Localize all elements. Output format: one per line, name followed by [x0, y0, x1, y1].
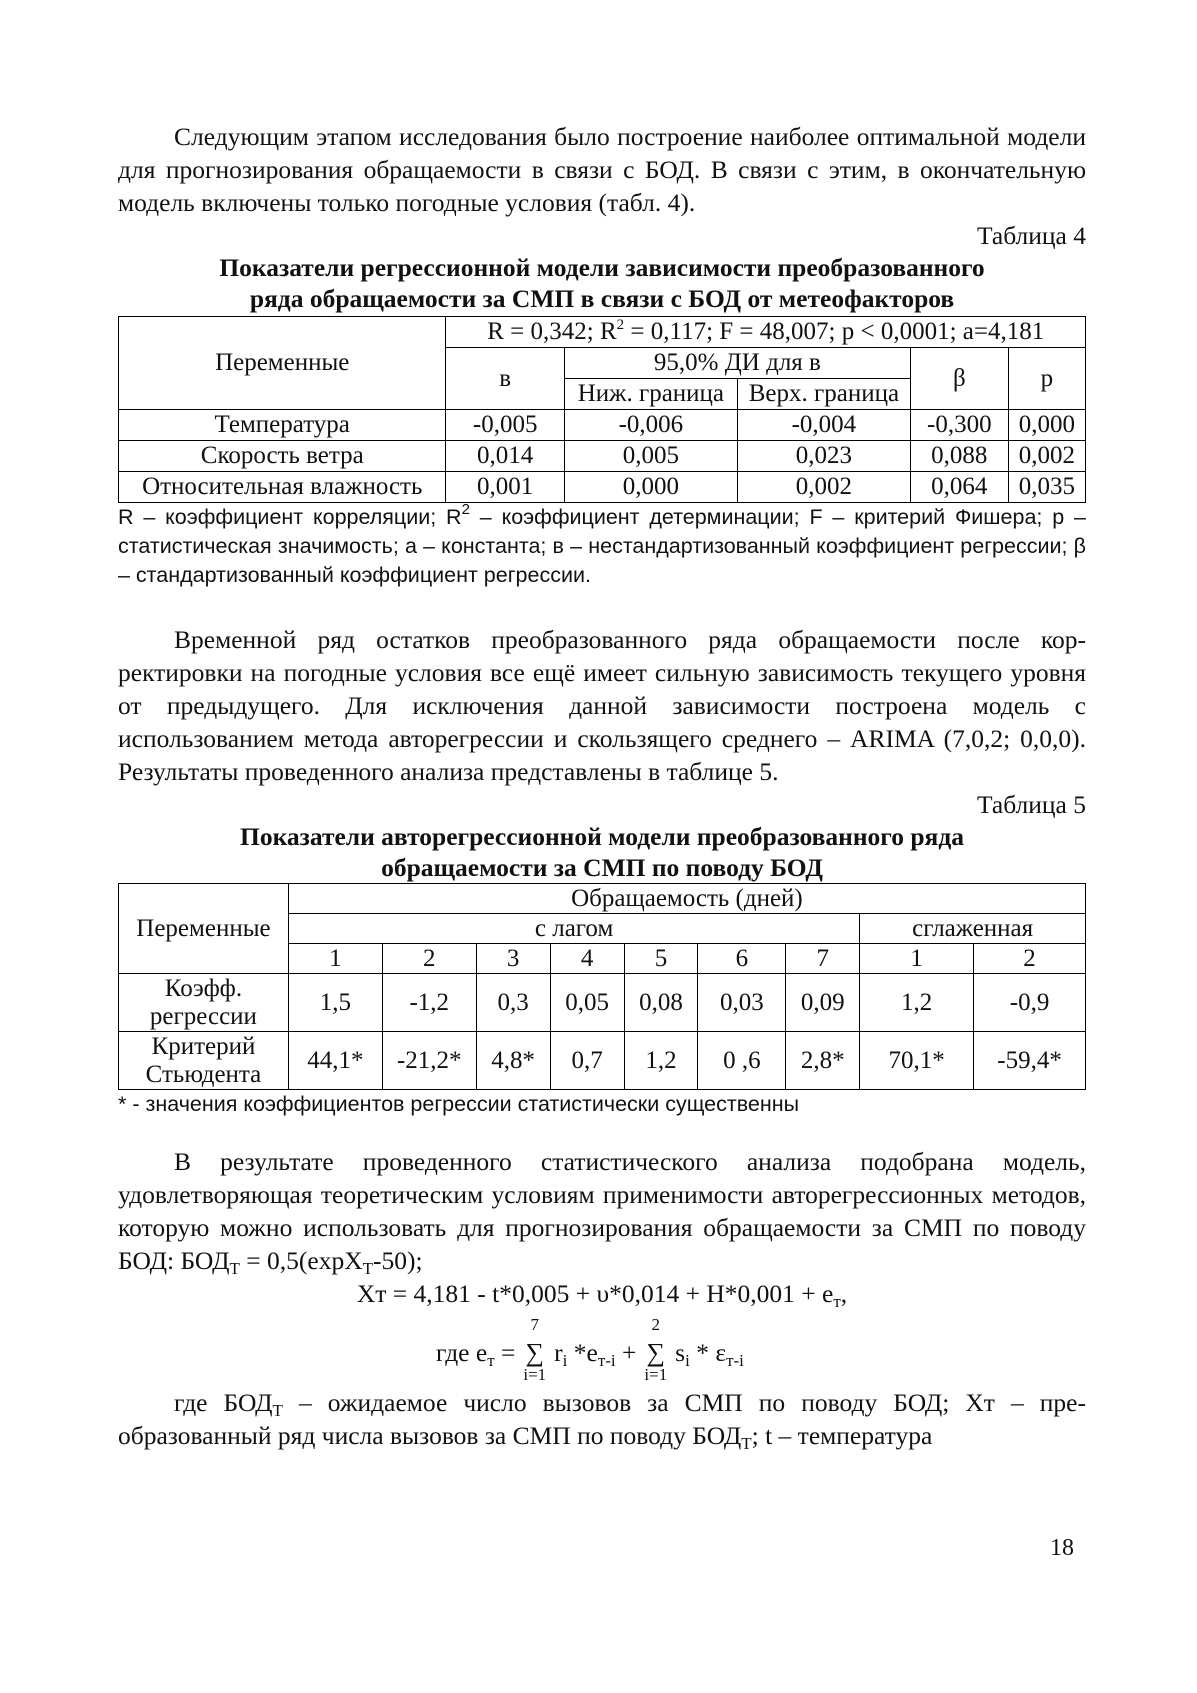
table-row [119, 472, 1086, 503]
t4-cell: 0,064 [910, 472, 1008, 503]
table4-note [118, 503, 1086, 590]
f2-sum2-top: 2 [651, 1315, 661, 1334]
table5-title-line1: Показатели авторегрессионной модели преобразованного ряда [239, 822, 965, 851]
formula-xt [118, 1277, 1086, 1310]
t4-note-a: R – коэффициент корреляции; R [118, 505, 462, 529]
t4-header-variables: Переменные [119, 317, 446, 410]
t5-cell: 1,2 [860, 974, 974, 1032]
t4-header-lower: Ниж. граница [564, 379, 737, 410]
t4-cell: Температура [119, 410, 446, 441]
formula-et [118, 1310, 1086, 1386]
paragraph-residuals: Временной ряд остатков преобразованного ряда обращаемости после корректировки на погодные условия все ещё имеет сильную зависимость текущего уровня от предыдущего. Для исключения данной зависимости построена модель с использованием метода авторегрессии и скользящего среднего – ARIMA (7,0,2; 0,0,0). Результаты проведенного анализа представлены в таблице 5. [118, 625, 1086, 786]
t5-row2-name-l1: Критерий [151, 1032, 256, 1060]
t4-header-p: p [1008, 348, 1085, 410]
f2-r: r [547, 1338, 563, 1367]
t5-header-lag: с лагом [288, 914, 859, 944]
f2-lead-sub: т [487, 1351, 495, 1370]
t4-stats-r: R = 0,342; R [487, 318, 617, 345]
f2-mid-sub: т-i [597, 1351, 616, 1370]
t4-cell: -0,006 [564, 410, 737, 441]
f2-s: s [668, 1338, 686, 1367]
paragraph-where [118, 1386, 1086, 1452]
f2-plus: + [615, 1338, 643, 1367]
t5-lag-num: 4 [550, 944, 624, 974]
table5 [118, 883, 1086, 1090]
table-row [119, 441, 1086, 472]
t5-header-variables: Переменные [119, 884, 289, 974]
p4-text-c: ; t – температура [751, 1421, 933, 1450]
t5-lag-num: 5 [624, 944, 698, 974]
t5-cell: 0,03 [698, 974, 786, 1032]
table-row [119, 1032, 1086, 1090]
paragraph-result [118, 1145, 1086, 1277]
sum-symbol-1 [522, 1315, 548, 1384]
t4-stats-header [446, 317, 1086, 348]
t5-cell: -1,2 [382, 974, 476, 1032]
t4-cell: 0,001 [446, 472, 564, 503]
table5-note: * - значения коэффициентов регрессии статистически существенны [118, 1092, 800, 1116]
table4 [118, 316, 1086, 503]
t4-cell: -0,300 [910, 410, 1008, 441]
f2-tail: * ε [689, 1338, 727, 1367]
t5-lag-num: 1 [288, 944, 382, 974]
p3-sub2: Т [362, 1259, 373, 1278]
f2-mid: *e [567, 1338, 598, 1367]
p3-text-a: В результате проведенного статистического анализа подобрана модель, удовлетворяющая теоретическим условиям применимости авторегрессионных методов, которую можно использовать для прогнозирования обращаемости за СМП по поводу БОД: БОД [118, 1147, 1086, 1275]
t5-cell: 0,3 [476, 974, 550, 1032]
t4-stats-rest: = 0,117; F = 48,007; p < 0,0001; a=4,181 [624, 318, 1045, 345]
p4-text-b: – ожидаемое число вызовов за СМП по поводу БОД; Xт – преобразованный ряд числа вызовов за СМП по поводу БОД [118, 1388, 1086, 1450]
t4-cell: 0,005 [564, 441, 737, 472]
t5-header-group: Обращаемость (дней) [288, 884, 1085, 914]
t5-smooth-num: 2 [974, 944, 1086, 974]
f2-sum2-bottom: i=1 [644, 1365, 668, 1384]
t4-cell: 0,000 [1008, 410, 1085, 441]
t4-cell: 0,088 [910, 441, 1008, 472]
t4-header-beta: β [910, 348, 1008, 410]
t4-stats-sup: 2 [616, 317, 625, 333]
t5-cell: 0 ,6 [698, 1032, 786, 1090]
t4-cell: 0,014 [446, 441, 564, 472]
t4-cell: -0,004 [737, 410, 910, 441]
t4-note-b: – коэффициент детерминации; F – критерий Фишера; р – статистическая значимость; а – константа; в – нестандартизованный коэффициент регрессии; β – стандартизованный коэффициент регрессии. [118, 505, 1086, 587]
t5-cell: 0,09 [786, 974, 860, 1032]
t4-cell: 0,000 [564, 472, 737, 503]
t5-cell: -21,2* [382, 1032, 476, 1090]
t5-cell: 1,2 [624, 1032, 698, 1090]
f2-sum1-top: 7 [530, 1315, 540, 1334]
page-content [118, 120, 1086, 1452]
f2-s-sub: i [685, 1351, 690, 1370]
f2-r-sub: i [562, 1351, 568, 1370]
t5-cell: -0,9 [974, 974, 1086, 1032]
table-row [119, 974, 1086, 1032]
table4-title-line2: ряда обращаемости за СМП в связи с БОД от метеофакторов [249, 284, 955, 313]
f2-lead: где e [436, 1338, 488, 1367]
t5-cell: 70,1* [860, 1032, 974, 1090]
f2-sum1-char: ∑ [525, 1338, 545, 1367]
p3-sub1: Т [229, 1259, 240, 1278]
f2-sum1-bottom: i=1 [523, 1365, 547, 1384]
t4-cell: Скорость ветра [119, 441, 446, 472]
p3-text-c: -50); [373, 1246, 423, 1275]
page-number: 18 [1050, 1535, 1074, 1561]
t5-lag-num: 3 [476, 944, 550, 974]
paragraph-intro: Следующим этапом исследования было построение наиболее оптимальной модели для прогнозирования обращаемости в связи с БОД. В связи с этим, в окончательную модель включены только погодные условия (табл. 4). [118, 122, 1086, 217]
t5-cell: 4,8* [476, 1032, 550, 1090]
t4-note-sup: 2 [461, 501, 470, 518]
table4-label: Таблица 4 [976, 221, 1086, 250]
t5-cell: -59,4* [974, 1032, 1086, 1090]
t4-cell: 0,002 [737, 472, 910, 503]
t4-header-ci: 95,0% ДИ для в [564, 348, 910, 379]
t5-row2-name [119, 1032, 289, 1090]
t5-lag-num: 7 [786, 944, 860, 974]
t4-cell: 0,023 [737, 441, 910, 472]
f2-tail-sub: т-i [726, 1351, 744, 1370]
t4-header-b: в [446, 348, 564, 410]
t5-lag-num: 2 [382, 944, 476, 974]
t5-header-smooth: сглаженная [860, 914, 1086, 944]
table-row [119, 410, 1086, 441]
t5-row1-name-l2: регрессии [149, 1002, 257, 1030]
table5-label: Таблица 5 [976, 790, 1086, 819]
table4-title-line1: Показатели регрессионной модели зависимости преобразованного [219, 253, 985, 282]
p4-text-a: где БОД [174, 1388, 273, 1417]
p3-text-b: = 0,5(expX [239, 1246, 363, 1275]
sum-symbol-2 [643, 1315, 669, 1384]
t4-cell: -0,005 [446, 410, 564, 441]
t5-cell: 0,7 [550, 1032, 624, 1090]
t4-header-upper: Верх. граница [737, 379, 910, 410]
f2-eq: = [494, 1338, 522, 1367]
t5-row1-name [119, 974, 289, 1032]
t5-smooth-num: 1 [860, 944, 974, 974]
p4-sub1: Т [272, 1401, 283, 1420]
formula-xt-text: Xт = 4,181 - t*0,005 + υ*0,014 + H*0,001 + e [356, 1279, 834, 1308]
formula-xt-sub: т [833, 1292, 841, 1311]
t4-cell: Относительная влажность [119, 472, 446, 503]
t5-cell: 44,1* [288, 1032, 382, 1090]
table5-title-line2: обращаемости за СМП по поводу БОД [381, 853, 823, 882]
t5-cell: 0,05 [550, 974, 624, 1032]
t5-cell: 1,5 [288, 974, 382, 1032]
t5-row2-name-l2: Стьюдента [145, 1060, 262, 1088]
formula-xt-end: , [840, 1279, 848, 1308]
f2-sum2-char: ∑ [646, 1338, 666, 1367]
t5-row1-name-l1: Коэфф. [164, 974, 243, 1002]
t4-cell: 0,035 [1008, 472, 1085, 503]
p4-sub2: Т [741, 1434, 752, 1453]
t4-cell: 0,002 [1008, 441, 1085, 472]
t5-cell: 2,8* [786, 1032, 860, 1090]
t5-lag-num: 6 [698, 944, 786, 974]
t5-cell: 0,08 [624, 974, 698, 1032]
